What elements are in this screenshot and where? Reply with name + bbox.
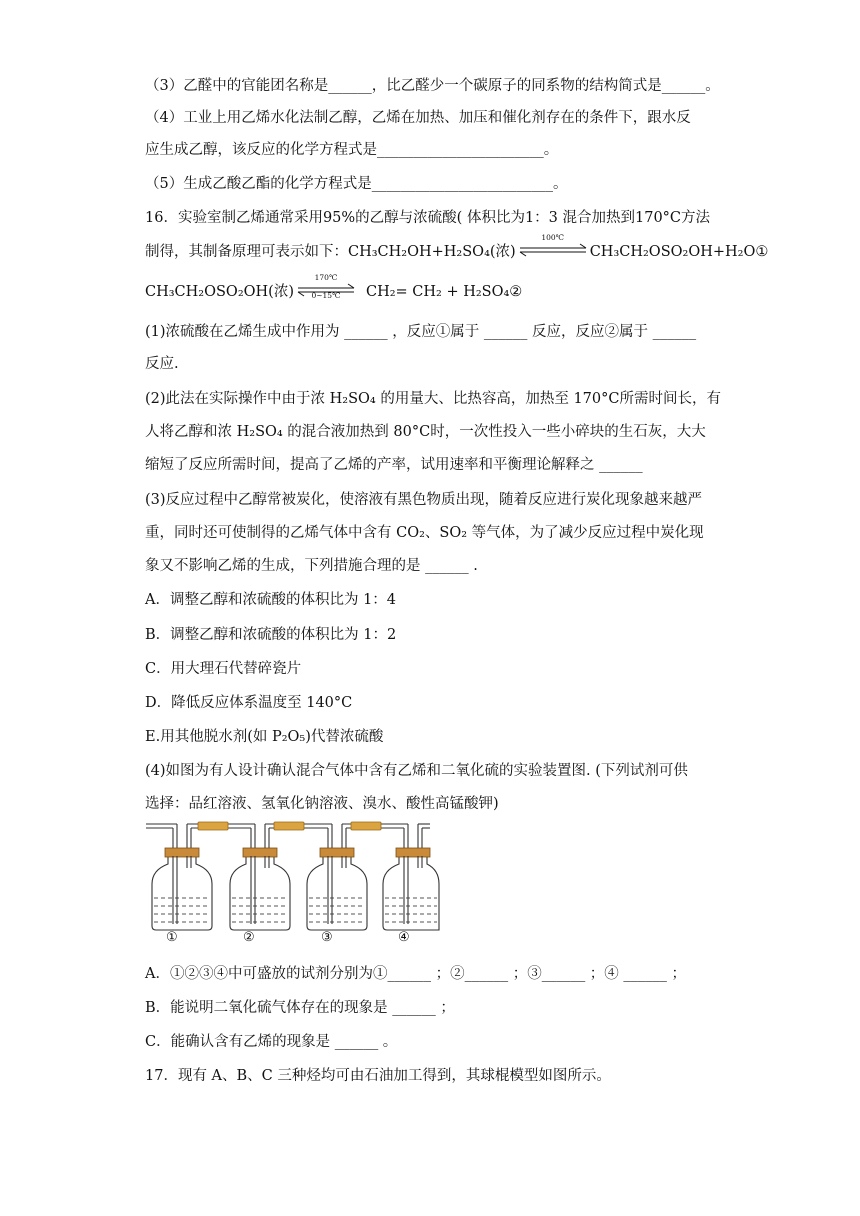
equation-2-condition-forward: 170℃ — [314, 273, 338, 282]
q16-part2-line3: 缩短了反应所需时间，提高了乙烯的产率，试用速率和平衡理论解释之 ______ — [145, 457, 643, 473]
q16-option-b: B．调整乙醇和浓硫酸的体积比为 1：2 — [145, 627, 397, 643]
q16-equation-2 — [145, 273, 523, 301]
bottle-label-2: ② — [243, 930, 255, 945]
q16-part2-line1: (2)此法在实际操作中由于浓 H₂SO₄ 的用量大、比热容高，加热至 170°C所需时间长，有 — [145, 391, 721, 407]
q17-intro: 17．现有 A、B、C 三种烃均可由石油加工得到，其球棍模型如图所示。 — [145, 1068, 611, 1084]
q16-part4-line2: 选择：品红溶液、氢氧化钠溶液、溴水、酸性高锰酸钾) — [145, 796, 499, 812]
q15-part4-line1: （4）工业上用乙烯水化法制乙醇，乙烯在加热、加压和催化剂存在的条件下，跟水反 — [145, 110, 691, 126]
q15-part3: （3）乙醛中的官能团名称是______，比乙醛少一个碳原子的同系物的结构简式是______。 — [145, 78, 720, 94]
q16-option-e: E.用其他脱水剂(如 P₂O₅)代替浓硫酸 — [145, 729, 384, 745]
q16-part3-line2: 重，同时还可使制得的乙烯气体中含有 CO₂、SO₂ 等气体，为了减少反应过程中炭化现 — [145, 525, 704, 541]
q16-part4-line1: (4)如图为有人设计确认混合气体中含有乙烯和二氧化硫的实验装置图. (下列试剂可供 — [145, 763, 688, 779]
q16-sub-c: C．能确认含有乙烯的现象是 ______ 。 — [145, 1034, 398, 1050]
q16-part1-line2: 反应. — [145, 356, 179, 372]
q16-part1-line1: (1)浓硫酸在乙烯生成中作用为 ______ ，反应①属于 ______ 反应，反应②属于 ______ — [145, 324, 697, 340]
q15-part5: （5）生成乙酸乙酯的化学方程式是_________________________。 — [145, 176, 568, 192]
q16-equation-1 — [145, 233, 769, 261]
q16-option-a: A．调整乙醇和浓硫酸的体积比为 1：4 — [145, 592, 397, 608]
q16-option-d: D．降低反应体系温度至 140°C — [145, 695, 353, 711]
equation-1-condition: 100℃ — [541, 233, 565, 242]
q16-sub-a: A．①②③④中可盛放的试剂分别为①______ ；②______ ；③______ ；④ ______ ； — [145, 966, 687, 982]
reversible-arrow-2 — [296, 273, 356, 300]
bottle-label-3: ③ — [321, 930, 333, 945]
q16-intro-line1: 16．实验室制乙烯通常采用95%的乙醇与浓硫酸( 体积比为1：3 混合加热到170°C方法 — [145, 210, 711, 226]
reversible-arrow-1 — [518, 233, 588, 259]
equation-2-reactants: CH₃CH₂OSO₂OH(浓) — [145, 284, 294, 300]
bottle-label-1: ① — [166, 930, 178, 945]
gas-washing-apparatus-figure — [140, 818, 440, 953]
q16-part2-line2: 人将乙醇和浓 H₂SO₄ 的混合液加热到 80°C时，一次性投入一些小碎块的生石灰，大大 — [145, 424, 706, 440]
equation-1-products: CH₃CH₂OSO₂OH+H₂O① — [589, 244, 769, 260]
q16-option-c: C．用大理石代替碎瓷片 — [145, 661, 302, 677]
equation-2-products: CH₂= CH₂ + H₂SO₄② — [365, 284, 523, 300]
q15-part4-line2: 应生成乙醇，该反应的化学方程式是_______________________。 — [145, 142, 559, 158]
gas-washing-bottles-diagram — [140, 818, 440, 953]
q16-sub-b: B．能说明二氧化硫气体存在的现象是 ______ ； — [145, 1000, 455, 1016]
q16-part3-line3: 象又不影响乙烯的生成，下列措施合理的是 ______ . — [145, 558, 478, 574]
equation-2-condition-reverse: 0~15℃ — [311, 291, 341, 300]
q16-part3-line1: (3)反应过程中乙醇常被炭化，使溶液有黑色物质出现，随着反应进行炭化现象越来越严 — [145, 492, 703, 508]
equation-1-reactants: 制得，其制备原理可表示如下：CH₃CH₂OH+H₂SO₄(浓) — [145, 244, 516, 260]
reversible-arrow-icon — [518, 241, 588, 259]
bottle-label-4: ④ — [398, 930, 410, 945]
